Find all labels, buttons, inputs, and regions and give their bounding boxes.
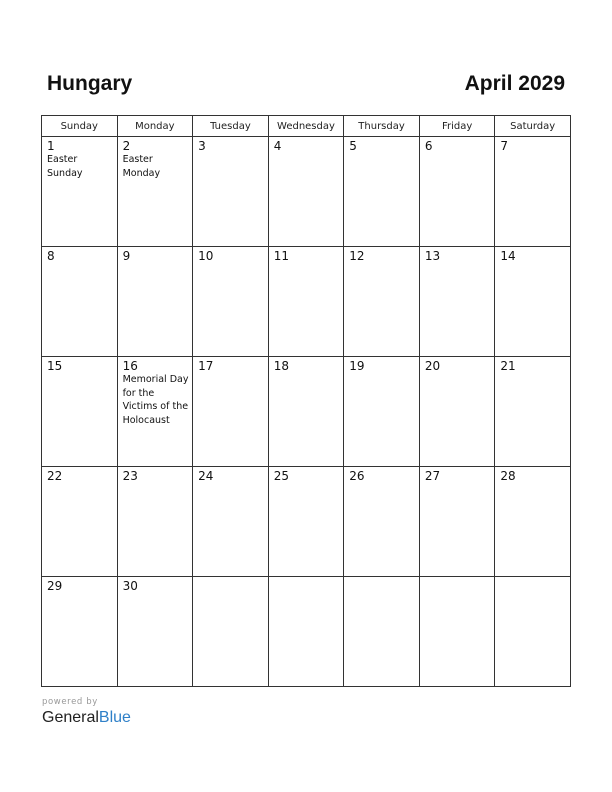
day-number: 4 [273,139,282,153]
day-number: 11 [273,249,289,263]
brand-text-general: General [42,709,99,726]
day-cell [117,357,193,467]
day-cell [268,247,344,357]
day-cell [495,247,571,357]
day-number: 16 [122,359,138,373]
footer-branding [42,697,131,728]
day-number: 8 [47,249,55,263]
week-row [42,137,571,247]
day-cell [419,247,495,357]
brand-text-blue: Blue [98,709,131,726]
day-cell [419,577,495,687]
day-number: 19 [349,359,365,373]
day-number: 7 [500,139,509,153]
holiday-label: Easter Monday [122,154,161,179]
weekday-monday: Monday [117,116,193,137]
day-number [269,577,344,580]
day-number: 10 [198,249,214,263]
day-cell [268,467,344,577]
day-cell [193,467,269,577]
day-cell [117,247,193,357]
weekday-saturday: Saturday [495,116,571,137]
day-number: 17 [198,359,214,373]
day-number: 5 [349,139,357,153]
day-cell [117,137,193,247]
day-cell [495,577,571,687]
day-number: 28 [500,469,516,483]
week-row [42,467,571,577]
week-row [42,247,571,357]
day-number: 30 [122,579,138,593]
day-number [344,577,419,580]
day-number: 25 [273,469,289,483]
day-number: 21 [500,359,516,373]
country-title: Hungary [47,72,133,95]
day-cell [42,577,118,687]
weekday-header-row [42,116,571,137]
day-number: 29 [47,579,63,593]
holiday-label: Easter Sunday [47,154,83,179]
powered-by-text: powered by [42,697,98,707]
day-cell [419,137,495,247]
day-cell [344,577,420,687]
day-number: 6 [424,139,433,153]
day-cell [193,137,269,247]
weekday-sunday: Sunday [42,116,118,137]
day-cell [419,467,495,577]
day-number: 3 [198,139,206,153]
week-row [42,577,571,687]
day-number: 18 [273,359,289,373]
day-number [193,577,268,580]
day-cell [495,137,571,247]
day-cell [344,467,420,577]
day-number: 26 [349,469,365,483]
day-cell [193,247,269,357]
day-cell [344,247,420,357]
day-cell [42,247,118,357]
day-cell [42,467,118,577]
day-cell [495,357,571,467]
day-number: 20 [424,359,441,373]
day-number: 1 [47,139,55,153]
generalblue-logo[interactable] [42,708,131,728]
day-cell [268,577,344,687]
day-cell [344,137,420,247]
day-number: 9 [122,249,131,263]
day-cell [42,357,118,467]
day-cell [193,577,269,687]
weekday-friday: Friday [419,116,495,137]
day-number: 14 [500,249,516,263]
day-cell [117,467,193,577]
day-number: 24 [198,469,214,483]
day-number: 27 [424,469,441,483]
weekday-thursday: Thursday [344,116,420,137]
day-cell [42,137,118,247]
day-number: 12 [349,249,365,263]
day-cell [268,137,344,247]
holiday-label: Memorial Day for the Victims of the Holocaust [122,374,189,426]
day-cell [419,357,495,467]
day-cell [268,357,344,467]
week-row [42,357,571,467]
day-cell [193,357,269,467]
calendar-grid [41,115,571,687]
day-number: 23 [122,469,138,483]
day-cell [344,357,420,467]
day-number: 15 [47,359,63,373]
day-number: 22 [47,469,63,483]
day-number [420,577,495,580]
day-cell [117,577,193,687]
month-year-title: April 2029 [464,72,565,95]
day-number: 2 [122,139,131,153]
weekday-wednesday: Wednesday [268,116,344,137]
weekday-tuesday: Tuesday [193,116,269,137]
day-cell [495,467,571,577]
day-number [495,577,570,580]
day-number: 13 [424,249,441,263]
